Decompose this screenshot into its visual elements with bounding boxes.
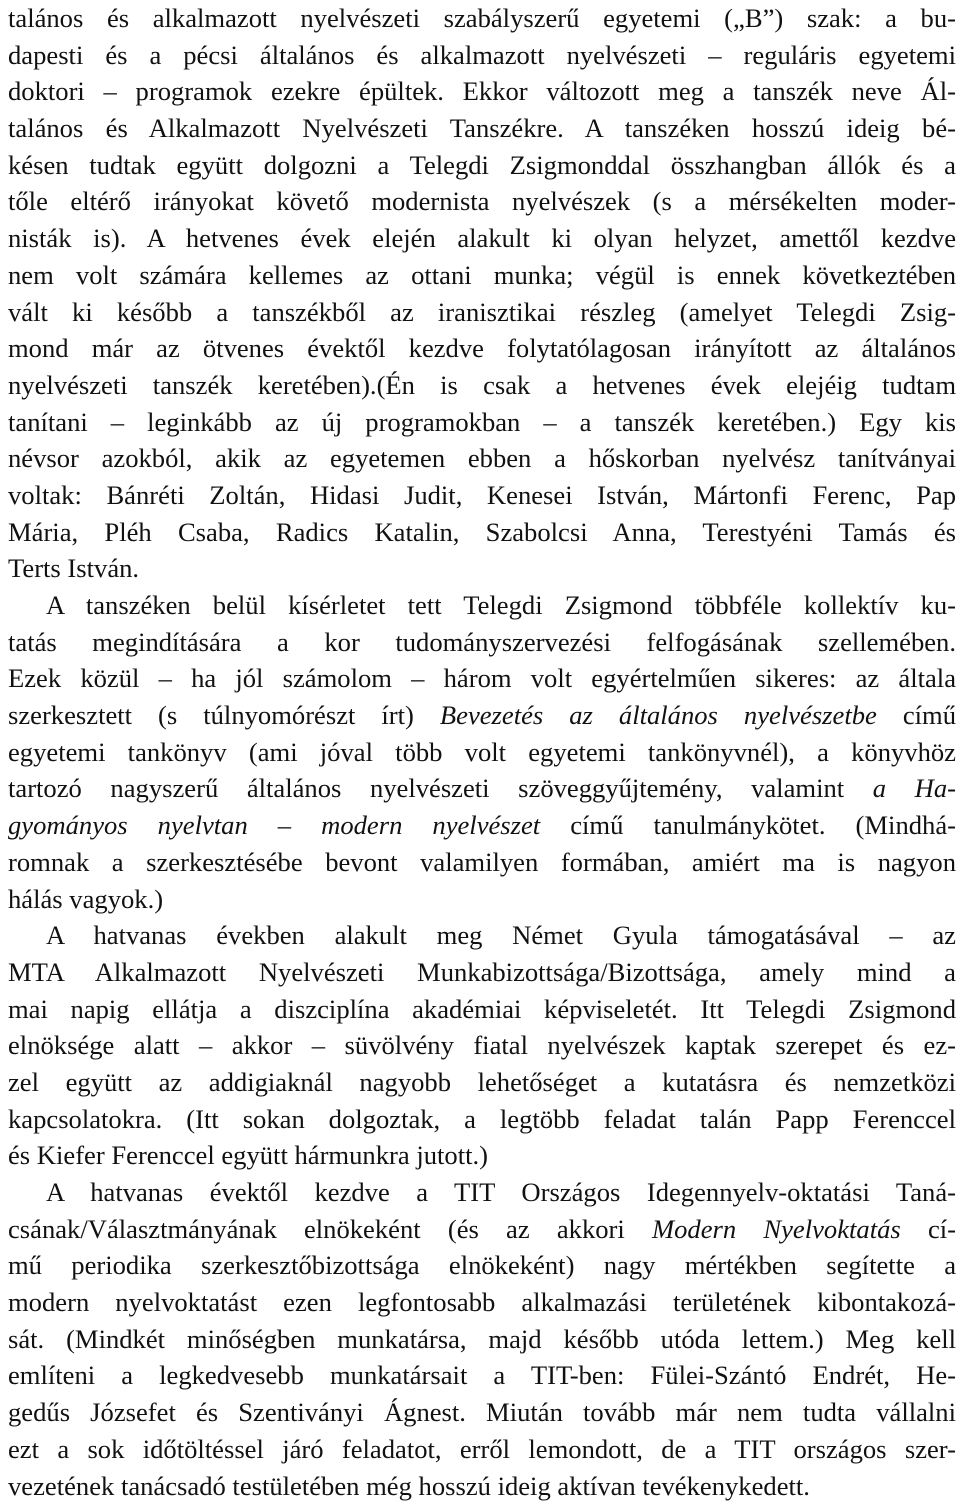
text-line: tatás megindítására a kor tudományszervezési felfogásának szellemében.: [8, 624, 956, 661]
text-line: kapcsolatokra. (Itt sokan dolgoztak, a legtöbb feladat talán Papp Ferenccel: [8, 1101, 956, 1138]
text-line: vált ki később a tanszékből az iranisztikai részleg (amelyet Telegdi Zsig-: [8, 294, 956, 331]
text-line: Ezek közül – ha jól számolom – három volt egyértelműen sikeres: az általa: [8, 660, 956, 697]
text-line: nisták is). A hetvenes évek elején alakult ki olyan helyzet, amettől kezdve: [8, 220, 956, 257]
text-line: ezt a sok időtöltéssel járó feladatot, erről lemondott, de a TIT országos szer-: [8, 1431, 956, 1468]
paragraph-4: [8, 1174, 956, 1504]
text-line: gedűs Józsefet és Szentiványi Ágnest. Miután tovább már nem tudta vállalni: [8, 1394, 956, 1431]
paragraph-3: [8, 917, 956, 1174]
text-line: tanítani – leginkább az új programokban – a tanszék keretében.) Egy kis: [8, 404, 956, 441]
text-line: hálás vagyok.): [8, 881, 956, 918]
text-line: és Kiefer Ferenccel együtt hármunkra jutott.): [8, 1137, 956, 1174]
text-line: A hatvanas években alakult meg Német Gyula támogatásával – az: [8, 917, 956, 954]
text-line: doktori – programok ezekre épültek. Ekkor változott meg a tanszék neve Ál-: [8, 73, 956, 110]
text-line: említeni a legkedvesebb munkatársait a TIT-ben: Fülei-Szántó Endrét, He-: [8, 1357, 956, 1394]
text-line: mai napig ellátja a diszciplína akadémiai képviseletét. Itt Telegdi Zsigmond: [8, 991, 956, 1028]
text-line: névsor azokból, akik az egyetemen ebben a hőskorban nyelvész tanítványai: [8, 440, 956, 477]
paragraph-1: [8, 0, 956, 587]
text-line: MTA Alkalmazott Nyelvészeti Munkabizottsága/Bizottsága, amely mind a: [8, 954, 956, 991]
text-line: voltak: Bánréti Zoltán, Hidasi Judit, Kenesei István, Mártonfi Ferenc, Pap: [8, 477, 956, 514]
italic-title: Bevezetés az általános nyelvészetbe: [440, 700, 877, 730]
text-line: mond már az ötvenes évektől kezdve folytatólagosan irányított az általános: [8, 330, 956, 367]
text-line: dapesti és a pécsi általános és alkalmazott nyelvészeti – reguláris egyetemi: [8, 37, 956, 74]
text-line: A tanszéken belül kísérletet tett Telegdi Zsigmond többféle kollektív ku-: [8, 587, 956, 624]
italic-title: Modern Nyelvoktatás: [652, 1214, 901, 1244]
paragraph-2: [8, 587, 956, 917]
text-line: nem volt számára kellemes az ottani munka; végül is ennek következtében: [8, 257, 956, 294]
text-line: tőle eltérő irányokat követő modernista nyelvészek (s a mérsékelten moder-: [8, 183, 956, 220]
italic-title: a Ha-: [873, 773, 956, 803]
text-line: gyományos nyelvtan – modern nyelvészet című tanulmánykötet. (Mindhá-: [8, 807, 956, 844]
text-line: romnak a szerkesztésébe bevont valamilyen formában, amiért ma is nagyon: [8, 844, 956, 881]
text-line: tartozó nagyszerű általános nyelvészeti szöveggyűjtemény, valamint a Ha-: [8, 770, 956, 807]
text-line: zel együtt az addigiaknál nagyobb lehetőséget a kutatásra és nemzetközi: [8, 1064, 956, 1101]
text-line: talános és Alkalmazott Nyelvészeti Tanszékre. A tanszéken hosszú ideig bé-: [8, 110, 956, 147]
text-line: Terts István.: [8, 550, 956, 587]
text-line: sát. (Mindkét minőségben munkatársa, majd később utóda lettem.) Meg kell: [8, 1321, 956, 1358]
text-line: Mária, Pléh Csaba, Radics Katalin, Szabolcsi Anna, Terestyéni Tamás és: [8, 514, 956, 551]
document-page: [8, 0, 956, 1504]
text-line: csának/Választmányának elnökeként (és az akkori Modern Nyelvoktatás cí-: [8, 1211, 956, 1248]
text-line: vezetének tanácsadó testületében még hosszú ideig aktívan tevékenykedett.: [8, 1468, 956, 1504]
text-line: A hatvanas évektől kezdve a TIT Országos Idegennyelv-oktatási Taná-: [8, 1174, 956, 1211]
text-line: késen tudtak együtt dolgozni a Telegdi Zsigmonddal összhangban állók és a: [8, 147, 956, 184]
text-line: nyelvészeti tanszék keretében).(Én is csak a hetvenes évek elejéig tudtam: [8, 367, 956, 404]
text-line: modern nyelvoktatást ezen legfontosabb alkalmazási területének kibontakozá-: [8, 1284, 956, 1321]
text-line: mű periodika szerkesztőbizottsága elnökeként) nagy mértékben segítette a: [8, 1247, 956, 1284]
italic-title: gyományos nyelvtan – modern nyelvészet: [8, 810, 540, 840]
text-line: elnöksége alatt – akkor – süvölvény fiatal nyelvészek kaptak szerepet és ez-: [8, 1027, 956, 1064]
text-line: talános és alkalmazott nyelvészeti szabályszerű egyetemi („B”) szak: a bu-: [8, 0, 956, 37]
text-line: egyetemi tankönyv (ami jóval több volt egyetemi tankönyvnél), a könyvhöz: [8, 734, 956, 771]
text-line: szerkesztett (s túlnyomórészt írt) Bevezetés az általános nyelvészetbe című: [8, 697, 956, 734]
